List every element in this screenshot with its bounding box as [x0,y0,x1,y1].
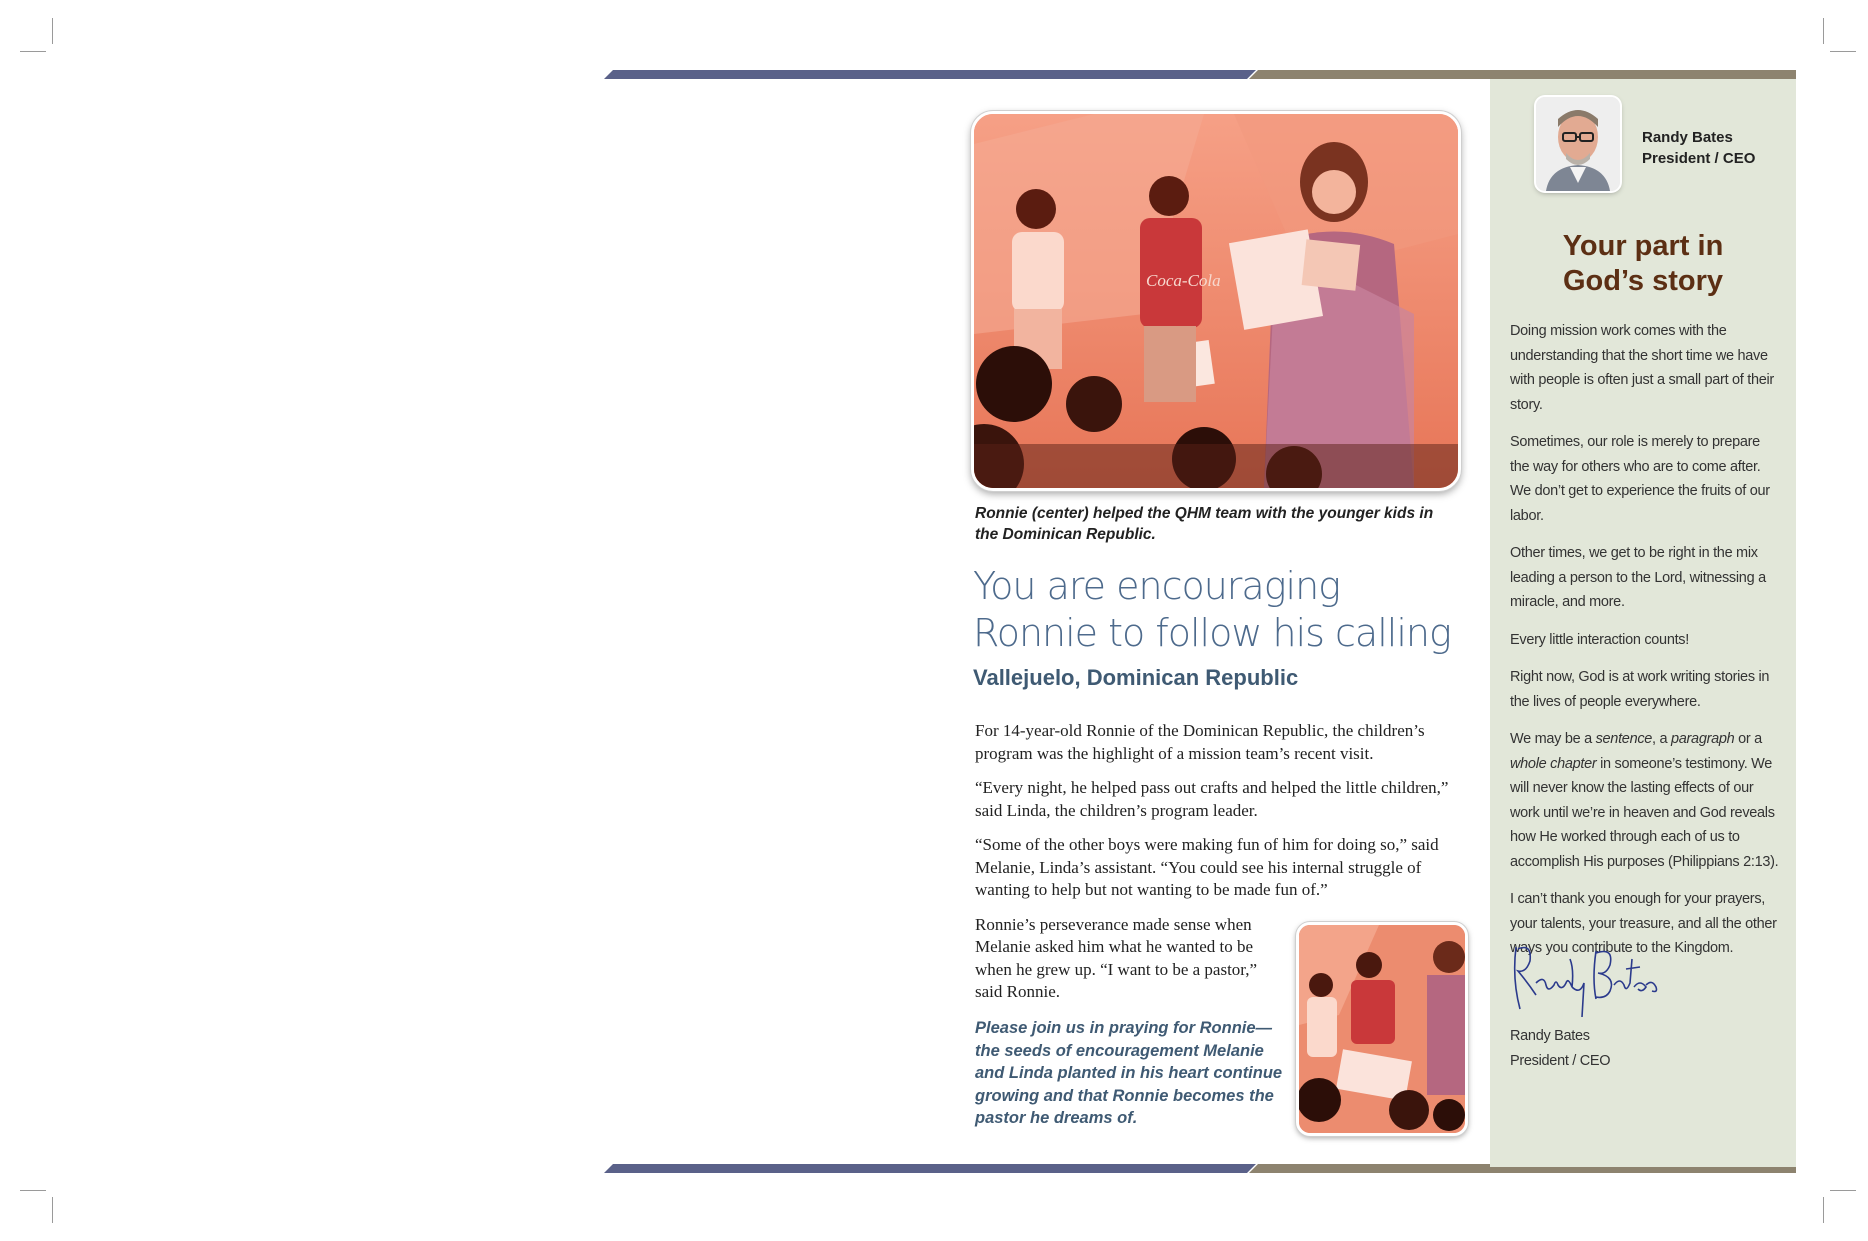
main-photo [971,111,1461,491]
bottom-rule-blue [604,1164,1256,1173]
headline-line-1: You are encouraging [973,564,1340,608]
ceo-role: President / CEO [1642,150,1756,167]
text-run: or a [1734,731,1762,747]
text-run: in someone’s testimony. We will never know the lasting effects of our work until we’re in heaven and God reveals how He worked through each of us to accomplish His purposes (Philippians 2:13). [1510,755,1779,870]
crop-mark-bottom-right-h [1830,1190,1856,1191]
ceo-name: Randy Bates [1642,129,1733,146]
ceo-portrait-illustration [1536,97,1620,191]
sidebar-paragraph-italics [1510,727,1782,874]
article-headline [973,563,1473,657]
sidebar-title [1510,229,1776,299]
italic-run: paragraph [1671,731,1735,747]
crop-mark-top-right-h [1830,51,1856,52]
sidebar-paragraph: I can’t thank you enough for your prayers, your talents, your treasure, and all the other ways you contribute to the Kingdom. [1510,891,1777,956]
article-paragraph: For 14-year-old Ronnie of the Dominican Republic, the children’s program was the highlight of a mission team’s recent visit. [975,721,1425,763]
sidebar-paragraph: Right now, God is at work writing stories in the lives of people everywhere. [1510,669,1770,710]
italic-run: sentence [1595,731,1653,747]
top-rule-taupe [1249,70,1796,79]
article-paragraph: Ronnie’s perseverance made sense when Melanie asked him what he wanted to be when he grew up. “I want to be a pastor,” said Ronnie. [975,914,1258,1001]
sidebar-paragraph: Sometimes, our role is merely to prepare the way for others who are to come after. We don’t get to experience the fruits of our labor. [1510,434,1770,524]
headline-line-2: Ronnie to follow his calling [973,611,1451,655]
prayer-callout: Please join us in praying for Ronnie—the seeds of encouragement Melanie and Linda planted in his heart continue growing and that Ronnie becomes the pastor he dreams of. [975,1019,1283,1127]
sidebar-paragraph: Doing mission work comes with the understanding that the short time we have with people is often just a small part of their story. [1510,323,1774,413]
ceo-portrait [1536,97,1620,191]
sidebar-title-line-1: Your part in [1562,230,1724,262]
text-run: We may be a [1510,731,1596,747]
sidebar-body [1510,319,1782,974]
signature-name: Randy Bates [1510,1028,1590,1044]
crop-mark-top-left-v [52,18,53,44]
shirt-logo: Coca-Cola [1146,271,1221,290]
italic-run: whole chapter [1510,755,1597,772]
article-paragraph: “Every night, he helped pass out crafts and helped the little children,” said Linda, the children’s program leader. [975,778,1449,820]
signature-role: President / CEO [1510,1052,1611,1069]
article-paragraph: “Some of the other boys were making fun of him for doing so,” said Melanie, Linda’s assistant. “You could see his internal struggle of wanting to help but not wanting to be made fun of.” [975,835,1439,899]
crop-mark-bottom-left-h [20,1190,46,1191]
crop-mark-top-right-v [1823,18,1824,44]
article-location: Vallejuelo, Dominican Republic [973,665,1299,690]
crop-mark-bottom-right-v [1823,1197,1824,1223]
signature-block [1510,1024,1610,1073]
crop-mark-bottom-left-v [52,1197,53,1223]
crop-mark-top-left-h [20,51,46,52]
secondary-photo [1296,922,1468,1136]
sidebar-paragraph: Other times, we get to be right in the mix leading a person to the Lord, witnessing a miracle, and more. [1510,545,1766,610]
sidebar-title-line-2: God’s story [1562,265,1724,297]
secondary-photo-illustration [1299,925,1465,1133]
top-rule-blue [604,70,1256,79]
text-run: , a [1652,731,1671,747]
ceo-sidebar [1490,79,1796,1167]
photo-caption: Ronnie (center) helped the QHM team with the younger kids in the Dominican Republic. [975,505,1434,543]
sidebar-paragraph: Every little interaction counts! [1510,631,1689,648]
main-photo-illustration [974,114,1458,488]
ceo-name-block [1642,127,1755,169]
handwritten-signature [1510,939,1670,1019]
